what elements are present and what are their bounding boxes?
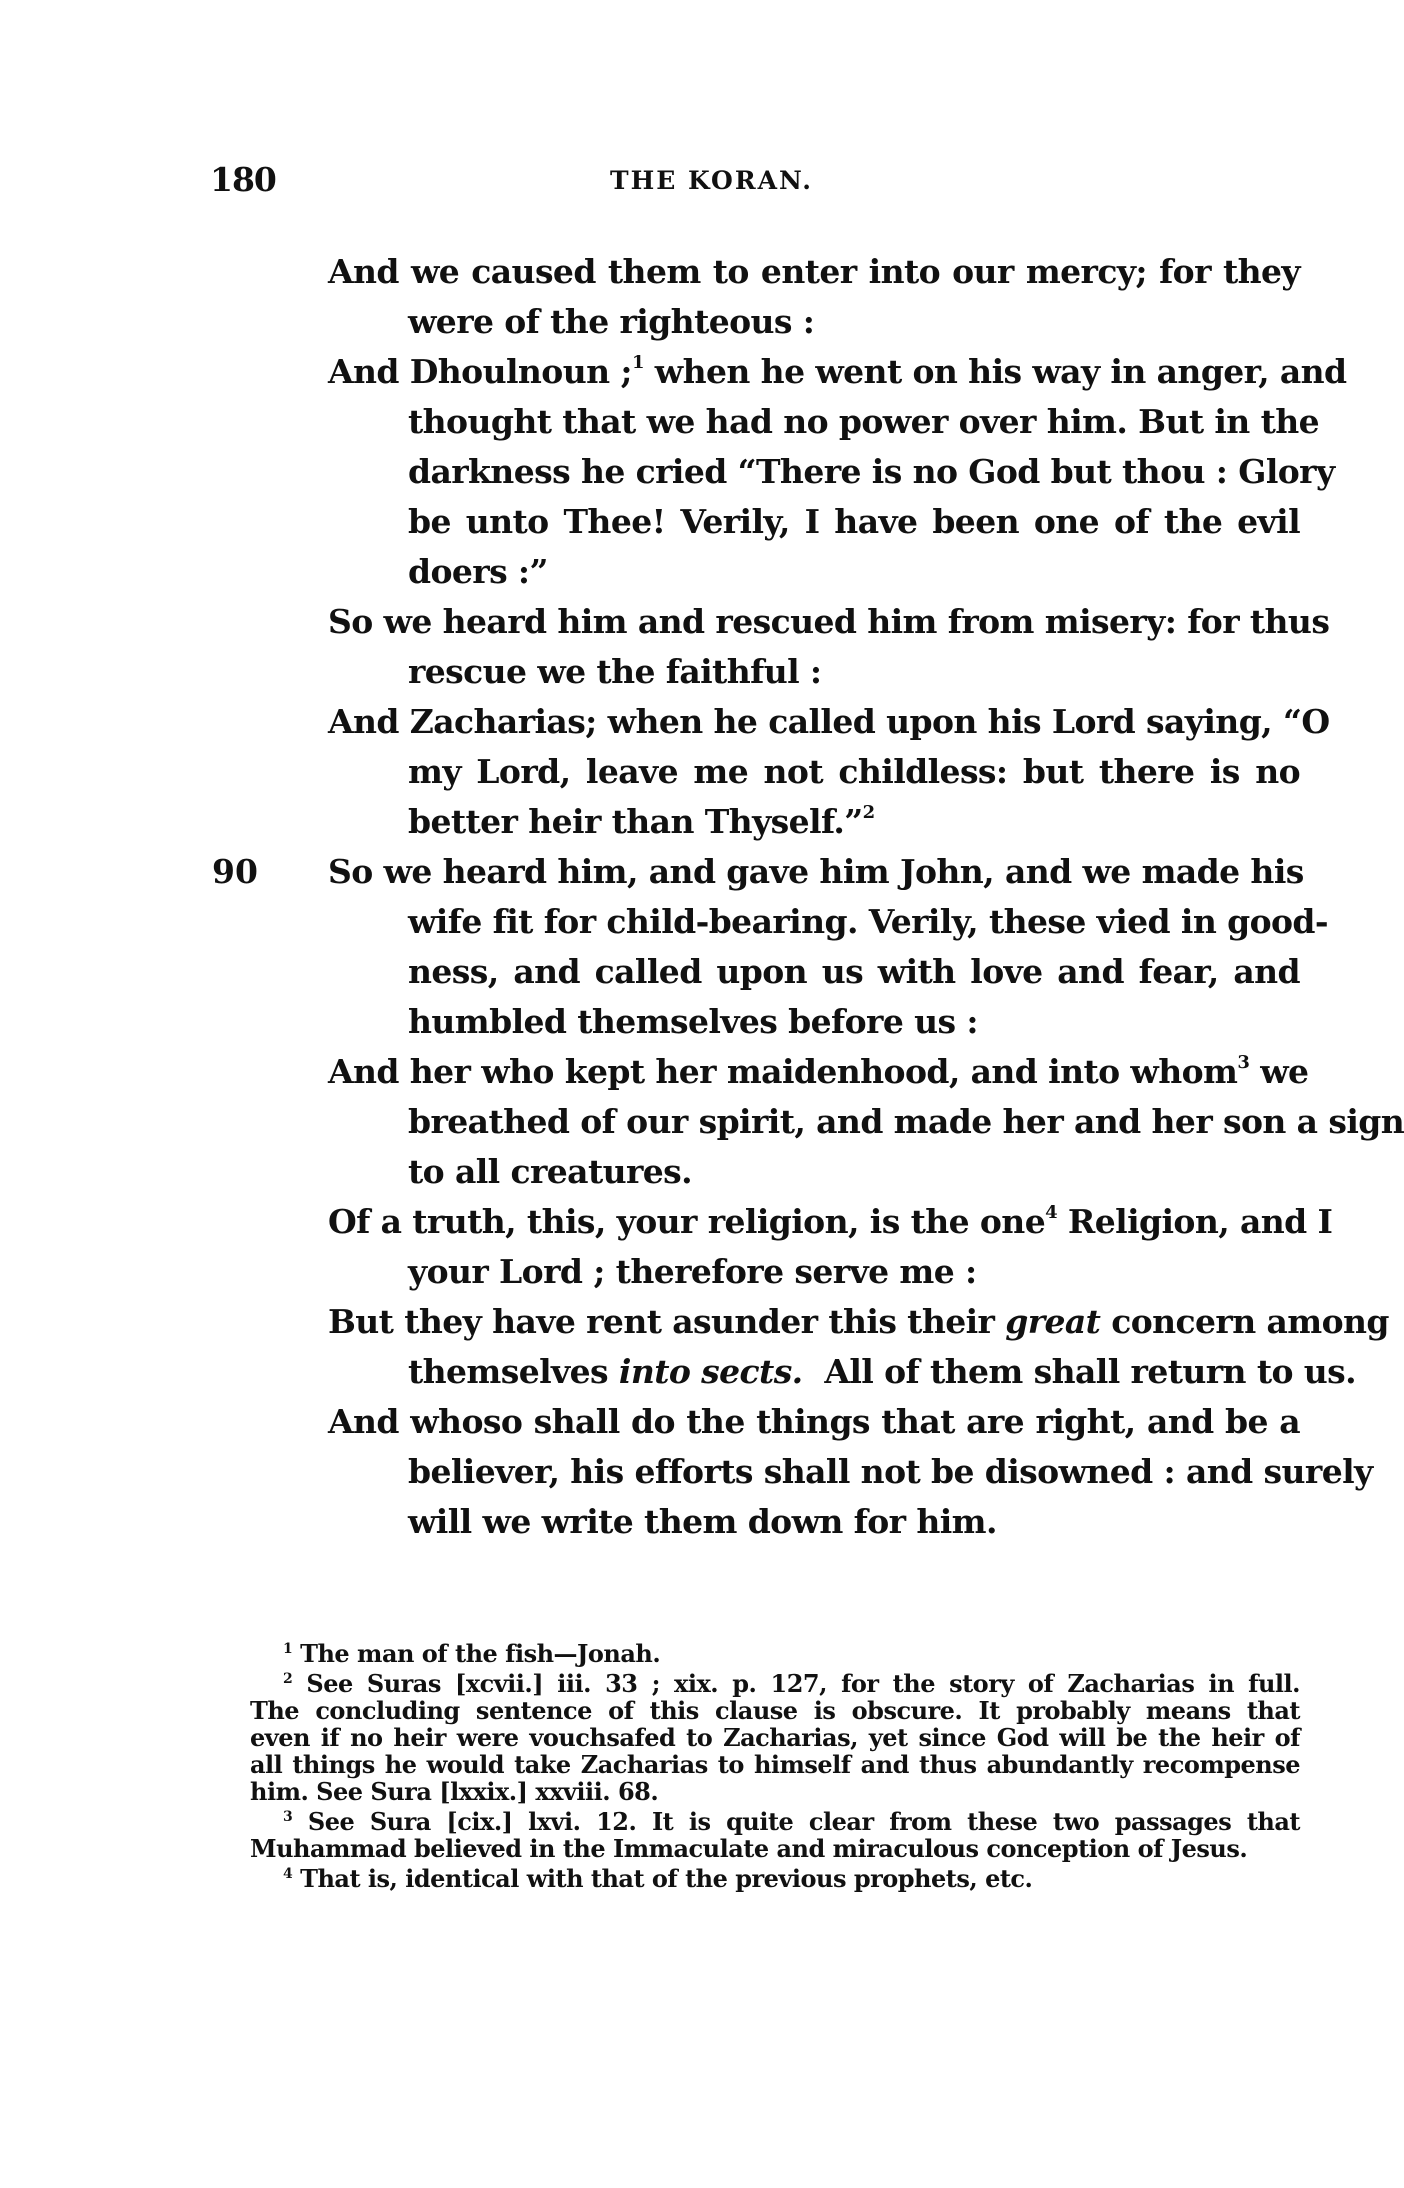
verse-line bbox=[328, 1298, 1389, 1346]
verse-fragment: All of them shall return to us. bbox=[824, 1352, 1357, 1391]
footnote-ref: 2 bbox=[862, 802, 875, 823]
verse-fragment: better heir than Thyself.” bbox=[408, 802, 863, 841]
verse-line: So we heard him and rescued him from misery: for thus bbox=[328, 602, 1330, 641]
footnote-line: all things he would take Zacharias to himself and thus abundantly recompense bbox=[250, 1750, 1300, 1779]
page-number: 180 bbox=[210, 160, 276, 199]
footnote-ref: 4 bbox=[1045, 1202, 1058, 1223]
verse-line bbox=[328, 1048, 1309, 1096]
footnote-ref: 3 bbox=[1237, 1052, 1250, 1073]
verse-line: thought that we had no power over him. But in the bbox=[408, 402, 1320, 441]
verse-number: 90 bbox=[212, 852, 258, 891]
verse-line: And we caused them to enter into our mercy; for they bbox=[328, 252, 1300, 291]
footnote-line: him. See Sura [lxxix.] xxviii. 68. bbox=[250, 1777, 659, 1806]
verse-fragment: Of a truth, this, your religion, is the one bbox=[328, 1202, 1046, 1241]
verse-line: wife fit for child-bearing. Verily, these vied in good- bbox=[408, 902, 1328, 941]
verse-line: breathed of our spirit, and made her and her son a sign bbox=[408, 1102, 1404, 1141]
verse-line: darkness he cried “There is no God but thou : Glory bbox=[408, 452, 1335, 491]
footnote-line: The concluding sentence of this clause is obscure. It probably means that bbox=[250, 1696, 1300, 1725]
verse-fragment: And her who kept her maidenhood, and into whom bbox=[328, 1052, 1238, 1091]
verse-fragment: But they have rent asunder this their bbox=[328, 1302, 995, 1341]
verse-fragment: concern among bbox=[1111, 1302, 1389, 1341]
footnote-1 bbox=[283, 1640, 1300, 1667]
verse-italic: into sects. bbox=[618, 1352, 803, 1391]
verse-italic: great bbox=[1005, 1302, 1101, 1341]
verse-line: your Lord ; therefore serve me : bbox=[408, 1252, 977, 1291]
running-head bbox=[0, 160, 1332, 206]
verse-line bbox=[408, 1348, 1357, 1396]
verse-fragment: we bbox=[1260, 1052, 1309, 1091]
verse-line bbox=[328, 348, 1347, 396]
verse-line: be unto Thee! Verily, I have been one of the evil bbox=[408, 502, 1300, 541]
footnote-2 bbox=[283, 1670, 1300, 1697]
footnote-text: See Sura [cix.] lxvi. 12. It is quite clear from these two passages that bbox=[307, 1807, 1300, 1836]
footnote-line: even if no heir were vouchsafed to Zacharias, yet since God will be the heir of bbox=[250, 1723, 1300, 1752]
verse-fragment: And Dhoulnoun ; bbox=[328, 352, 632, 391]
verse-line: doers :” bbox=[408, 552, 548, 591]
footnote-marker: 1 bbox=[283, 1641, 293, 1657]
verse-fragment: when he went on his way in anger, and bbox=[654, 352, 1347, 391]
verse-line: believer, his efforts shall not be disowned : and surely bbox=[408, 1452, 1373, 1491]
footnote-text: The man of the fish—Jonah. bbox=[300, 1639, 661, 1668]
footnote-3 bbox=[283, 1808, 1300, 1835]
footnote-marker: 4 bbox=[283, 1866, 293, 1882]
verse-line bbox=[408, 798, 1300, 846]
footnote-text: That is, identical with that of the previous prophets, etc. bbox=[300, 1864, 1033, 1893]
verse-line: my Lord, leave me not childless: but there is no bbox=[408, 752, 1300, 791]
verse-line: And Zacharias; when he called upon his Lord saying, “O bbox=[328, 702, 1330, 741]
verse-line: were of the righteous : bbox=[408, 302, 815, 341]
verse-line bbox=[328, 1198, 1333, 1246]
verse-line: rescue we the faithful : bbox=[408, 652, 822, 691]
verse-line: humbled themselves before us : bbox=[408, 1002, 978, 1041]
verse-line: to all creatures. bbox=[408, 1152, 693, 1191]
verse-line: will we write them down for him. bbox=[408, 1502, 997, 1541]
verse-fragment: Religion, and I bbox=[1067, 1202, 1333, 1241]
verse-line: ness, and called upon us with love and fear, and bbox=[408, 952, 1300, 991]
running-title: THE KORAN. bbox=[610, 166, 813, 195]
footnote-line: Muhammad believed in the Immaculate and miraculous conception of Jesus. bbox=[250, 1834, 1248, 1863]
verse-fragment: themselves bbox=[408, 1352, 609, 1391]
footnote-text: See Suras [xcvii.] iii. 33 ; xix. p. 127, for the story of Zacharias in full. bbox=[306, 1669, 1301, 1698]
footnote-marker: 2 bbox=[283, 1671, 293, 1687]
footnote-ref: 1 bbox=[631, 352, 644, 373]
footnote-4 bbox=[283, 1865, 1300, 1892]
verse-line: And whoso shall do the things that are right, and be a bbox=[328, 1402, 1300, 1441]
footnote-marker: 3 bbox=[283, 1809, 293, 1825]
verse-line: So we heard him, and gave him John, and we made his bbox=[328, 852, 1304, 891]
